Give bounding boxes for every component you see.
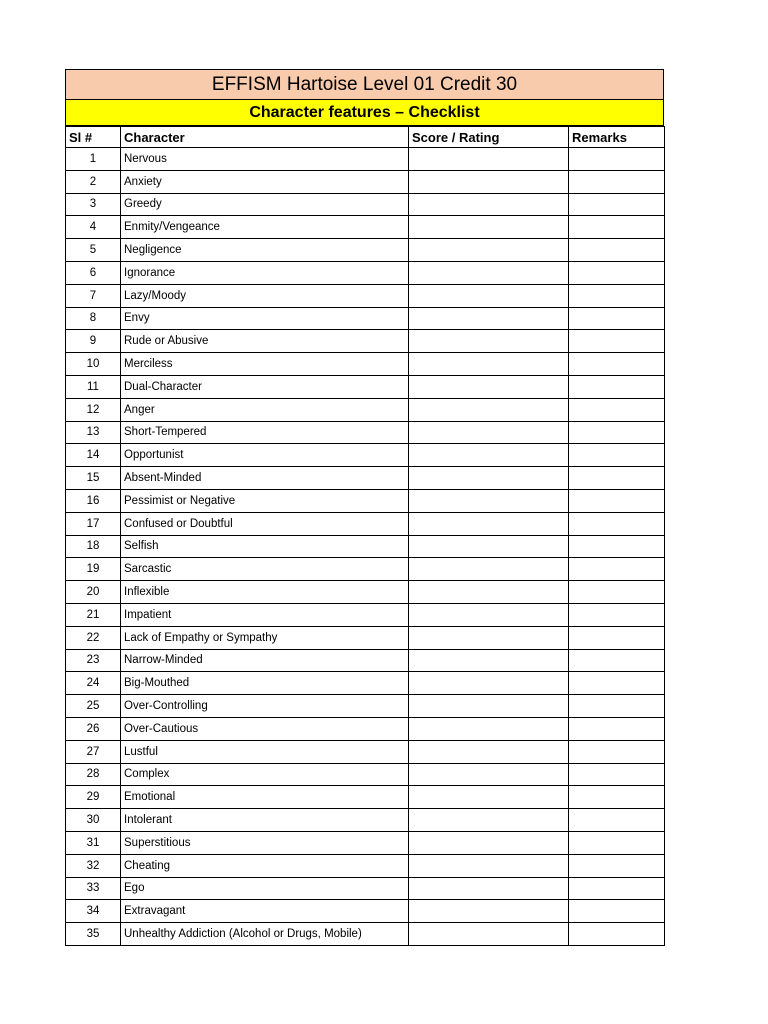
row-character: Anxiety [121,170,409,193]
remarks-cell[interactable] [569,740,665,763]
table-row [66,170,665,193]
row-number: 28 [66,763,121,786]
remarks-cell[interactable] [569,581,665,604]
score-cell[interactable] [409,375,569,398]
remarks-cell[interactable] [569,900,665,923]
row-number: 7 [66,284,121,307]
row-number: 19 [66,558,121,581]
table-row [66,489,665,512]
score-cell[interactable] [409,900,569,923]
score-cell[interactable] [409,877,569,900]
row-character: Over-Controlling [121,695,409,718]
table-row [66,558,665,581]
remarks-cell[interactable] [569,603,665,626]
score-cell[interactable] [409,398,569,421]
row-character: Sarcastic [121,558,409,581]
row-character: Nervous [121,148,409,171]
remarks-cell[interactable] [569,535,665,558]
remarks-cell[interactable] [569,444,665,467]
row-character: Confused or Doubtful [121,512,409,535]
table-row [66,375,665,398]
row-character: Negligence [121,239,409,262]
row-number: 6 [66,261,121,284]
score-cell[interactable] [409,421,569,444]
sheet-subtitle: Character features – Checklist [65,100,664,126]
row-character: Emotional [121,786,409,809]
row-character: Impatient [121,603,409,626]
score-cell[interactable] [409,261,569,284]
table-row [66,626,665,649]
header-row [66,127,665,148]
header-character: Character [121,127,409,148]
row-character: Envy [121,307,409,330]
row-character: Lazy/Moody [121,284,409,307]
score-cell[interactable] [409,923,569,946]
row-number: 10 [66,353,121,376]
score-cell[interactable] [409,512,569,535]
table-row [66,603,665,626]
row-character: Cheating [121,854,409,877]
score-cell[interactable] [409,672,569,695]
row-character: Extravagant [121,900,409,923]
remarks-cell[interactable] [569,649,665,672]
score-cell[interactable] [409,170,569,193]
row-number: 9 [66,330,121,353]
score-cell[interactable] [409,649,569,672]
score-cell[interactable] [409,535,569,558]
remarks-cell[interactable] [569,307,665,330]
row-character: Opportunist [121,444,409,467]
row-character: Over-Cautious [121,717,409,740]
sheet-title: EFFISM Hartoise Level 01 Credit 30 [65,69,664,100]
row-number: 18 [66,535,121,558]
row-number: 25 [66,695,121,718]
table-row [66,353,665,376]
score-cell[interactable] [409,330,569,353]
row-character: Merciless [121,353,409,376]
score-cell[interactable] [409,740,569,763]
remarks-cell[interactable] [569,923,665,946]
remarks-cell[interactable] [569,216,665,239]
row-character: Lack of Empathy or Sympathy [121,626,409,649]
score-cell[interactable] [409,854,569,877]
row-number: 31 [66,831,121,854]
row-character: Narrow-Minded [121,649,409,672]
table-row [66,216,665,239]
table-row [66,923,665,946]
table-row [66,330,665,353]
row-character: Absent-Minded [121,467,409,490]
table-row [66,672,665,695]
row-number: 27 [66,740,121,763]
score-cell[interactable] [409,307,569,330]
table-row [66,717,665,740]
table-row [66,649,665,672]
row-character: Greedy [121,193,409,216]
score-cell[interactable] [409,786,569,809]
row-number: 17 [66,512,121,535]
table-row [66,786,665,809]
row-number: 30 [66,809,121,832]
table-row [66,284,665,307]
row-character: Anger [121,398,409,421]
row-number: 34 [66,900,121,923]
row-character: Unhealthy Addiction (Alcohol or Drugs, Mobile) [121,923,409,946]
remarks-cell[interactable] [569,877,665,900]
row-number: 16 [66,489,121,512]
row-number: 8 [66,307,121,330]
score-cell[interactable] [409,467,569,490]
remarks-cell[interactable] [569,353,665,376]
row-character: Dual-Character [121,375,409,398]
row-character: Superstitious [121,831,409,854]
header-score: Score / Rating [409,127,569,148]
score-cell[interactable] [409,444,569,467]
table-row [66,831,665,854]
row-character: Inflexible [121,581,409,604]
score-cell[interactable] [409,831,569,854]
row-number: 15 [66,467,121,490]
header-sl: Sl # [66,127,121,148]
table-row [66,398,665,421]
row-number: 22 [66,626,121,649]
table-row [66,239,665,262]
table-row [66,444,665,467]
score-cell[interactable] [409,626,569,649]
score-cell[interactable] [409,353,569,376]
score-cell[interactable] [409,148,569,171]
remarks-cell[interactable] [569,809,665,832]
row-number: 13 [66,421,121,444]
score-cell[interactable] [409,695,569,718]
row-number: 4 [66,216,121,239]
row-character: Complex [121,763,409,786]
row-number: 26 [66,717,121,740]
row-number: 23 [66,649,121,672]
remarks-cell[interactable] [569,512,665,535]
table-row [66,512,665,535]
score-cell[interactable] [409,763,569,786]
row-number: 14 [66,444,121,467]
table-row [66,763,665,786]
table-row [66,467,665,490]
remarks-cell[interactable] [569,239,665,262]
row-number: 32 [66,854,121,877]
remarks-cell[interactable] [569,330,665,353]
row-character: Intolerant [121,809,409,832]
score-cell[interactable] [409,809,569,832]
row-character: Ego [121,877,409,900]
row-number: 35 [66,923,121,946]
remarks-cell[interactable] [569,170,665,193]
table-row [66,193,665,216]
score-cell[interactable] [409,216,569,239]
table-row [66,877,665,900]
checklist-sheet [65,69,664,946]
table-body [66,148,665,946]
score-cell[interactable] [409,717,569,740]
remarks-cell[interactable] [569,148,665,171]
score-cell[interactable] [409,581,569,604]
row-number: 5 [66,239,121,262]
table-row [66,809,665,832]
row-character: Ignorance [121,261,409,284]
remarks-cell[interactable] [569,398,665,421]
table-row [66,740,665,763]
remarks-cell[interactable] [569,672,665,695]
table-row [66,854,665,877]
remarks-cell[interactable] [569,284,665,307]
score-cell[interactable] [409,558,569,581]
row-number: 20 [66,581,121,604]
row-character: Short-Tempered [121,421,409,444]
remarks-cell[interactable] [569,854,665,877]
remarks-cell[interactable] [569,786,665,809]
remarks-cell[interactable] [569,558,665,581]
table-row [66,535,665,558]
score-cell[interactable] [409,239,569,262]
remarks-cell[interactable] [569,626,665,649]
row-character: Rude or Abusive [121,330,409,353]
row-number: 29 [66,786,121,809]
row-number: 11 [66,375,121,398]
table-row [66,900,665,923]
row-number: 24 [66,672,121,695]
table-row [66,695,665,718]
score-cell[interactable] [409,603,569,626]
row-number: 2 [66,170,121,193]
remarks-cell[interactable] [569,695,665,718]
table-row [66,148,665,171]
table-row [66,581,665,604]
header-remarks: Remarks [569,127,665,148]
row-number: 3 [66,193,121,216]
remarks-cell[interactable] [569,467,665,490]
remarks-cell[interactable] [569,421,665,444]
row-character: Selfish [121,535,409,558]
remarks-cell[interactable] [569,763,665,786]
row-number: 33 [66,877,121,900]
table-row [66,261,665,284]
remarks-cell[interactable] [569,375,665,398]
row-character: Enmity/Vengeance [121,216,409,239]
row-number: 12 [66,398,121,421]
remarks-cell[interactable] [569,831,665,854]
score-cell[interactable] [409,284,569,307]
table-row [66,421,665,444]
remarks-cell[interactable] [569,193,665,216]
checklist-table [65,126,665,946]
remarks-cell[interactable] [569,489,665,512]
row-number: 21 [66,603,121,626]
remarks-cell[interactable] [569,717,665,740]
row-character: Pessimist or Negative [121,489,409,512]
score-cell[interactable] [409,489,569,512]
row-number: 1 [66,148,121,171]
row-character: Big-Mouthed [121,672,409,695]
score-cell[interactable] [409,193,569,216]
row-character: Lustful [121,740,409,763]
table-row [66,307,665,330]
remarks-cell[interactable] [569,261,665,284]
